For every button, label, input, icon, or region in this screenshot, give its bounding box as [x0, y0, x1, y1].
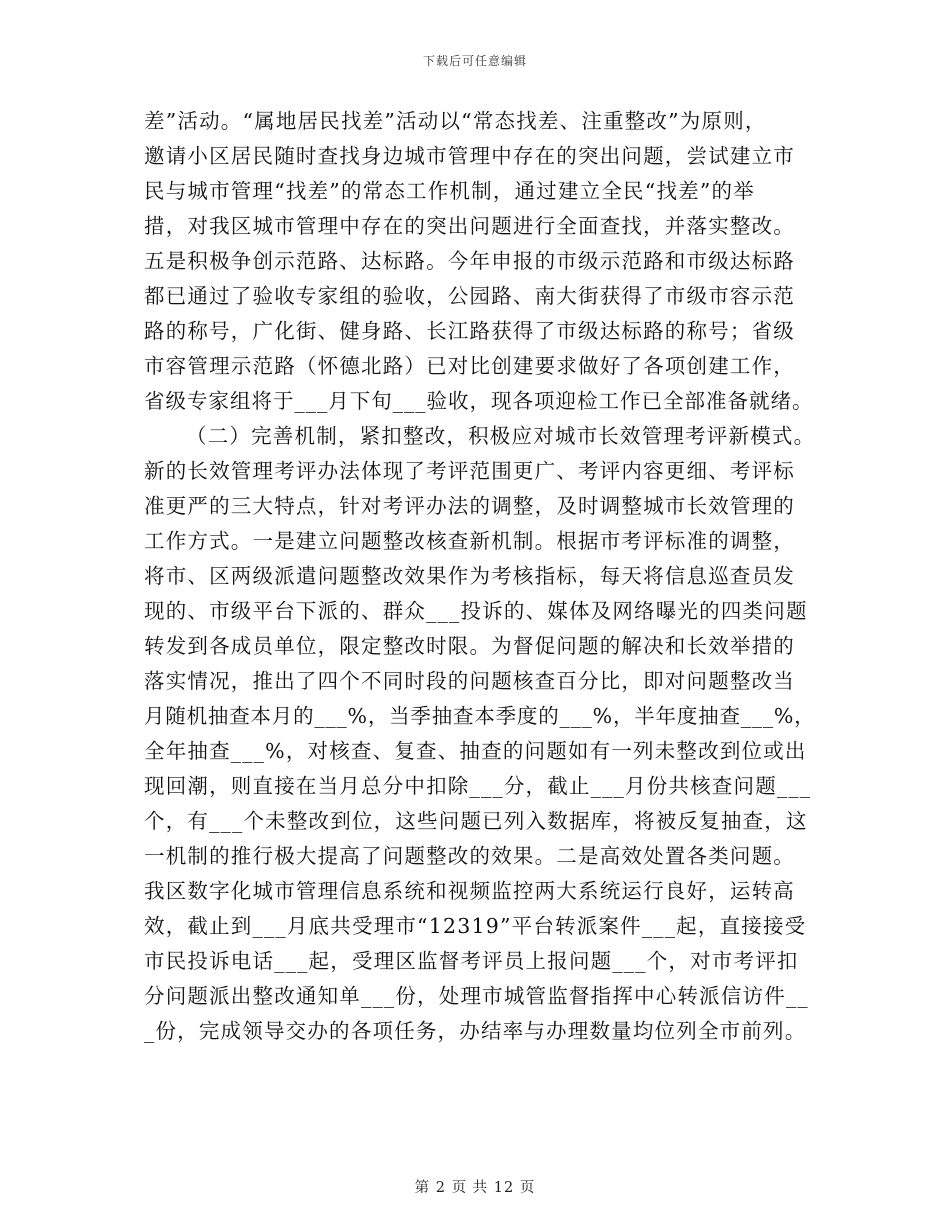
body-line: 将市、区两级派遣问题整改效果作为考核指标，每天将信息巡查员发	[144, 564, 795, 588]
document-body	[144, 104, 816, 1049]
page-number-footer: 第 2 页 共 12 页	[414, 1180, 536, 1196]
body-line: 准更严的三大特点，针对考评办法的调整，及时调整城市长效管理的	[144, 494, 795, 518]
body-line: 市民投诉电话___起，受理区监督考评员上报问题___个，对市考评扣	[144, 949, 799, 973]
body-line: 五是积极争创示范路、达标路。今年申报的市级示范路和市级达标路	[144, 249, 795, 273]
body-line: 月随机抽查本月的___%，当季抽查本季度的___%，半年度抽查___%，	[144, 704, 816, 728]
body-line: 我区数字化城市管理信息系统和视频监控两大系统运行良好，运转高	[144, 879, 795, 903]
body-line: 新的长效管理考评办法体现了考评范围更广、考评内容更细、考评标	[144, 459, 795, 483]
body-line: 个，有___个未整改到位，这些问题已列入数据库，将被反复抽查，这	[144, 809, 808, 833]
body-line: 分问题派出整改通知单___份，处理市城管监督指挥中心转派信访件__	[144, 984, 809, 1008]
body-line: 邀请小区居民随时查找身边城市管理中存在的突出问题，尝试建立市	[144, 144, 795, 168]
section-heading-line: （二）完善机制，紧扣整改，积极应对城市长效管理考评新模式。	[186, 424, 816, 448]
body-line: 一机制的推行极大提高了问题整改的效果。二是高效处置各类问题。	[144, 844, 795, 868]
body-line: 民与城市管理“找差”的常态工作机制，通过建立全民“找差”的举	[144, 179, 755, 203]
body-line: 现回潮，则直接在当月总分中扣除___分，截止___月份共核查问题___	[144, 774, 812, 798]
body-line: 转发到各成员单位，限定整改时限。为督促问题的解决和长效举措的	[144, 634, 795, 658]
body-line: 都已通过了验收专家组的验收，公园路、南大街获得了市级市容示范	[144, 284, 795, 308]
body-line: 现的、市级平台下派的、群众___投诉的、媒体及网络曝光的四类问题	[144, 599, 808, 623]
body-line: 路的称号，广化街、健身路、长江路获得了市级达标路的称号；省级	[144, 319, 795, 343]
body-line: 市容管理示范路（怀德北路）已对比创建要求做好了各项创建工作，	[144, 354, 795, 378]
body-line: 差”活动。“属地居民找差”活动以“常态找差、注重整改”为原则，	[144, 109, 767, 133]
body-line: 工作方式。一是建立问题整改核查新机制。根据市考评标准的调整，	[144, 529, 795, 553]
body-line: 效，截止到___月底共受理市“12319”平台转派案件___起，直接接受	[144, 914, 807, 938]
page-header: 下载后可任意编辑	[422, 54, 527, 68]
body-line: 省级专家组将于___月下旬___验收，现各项迎检工作已全部准备就绪。	[144, 389, 814, 413]
body-line: 措，对我区城市管理中存在的突出问题进行全面查找，并落实整改。	[144, 214, 795, 238]
body-line: 全年抽查___%，对核查、复查、抽查的问题如有一列未整改到位或出	[144, 739, 807, 763]
body-line: _份，完成领导交办的各项任务，办结率与办理数量均位列全市前列。	[144, 1019, 807, 1043]
body-line: 落实情况，推出了四个不同时段的问题核查百分比，即对问题整改当	[144, 669, 795, 693]
